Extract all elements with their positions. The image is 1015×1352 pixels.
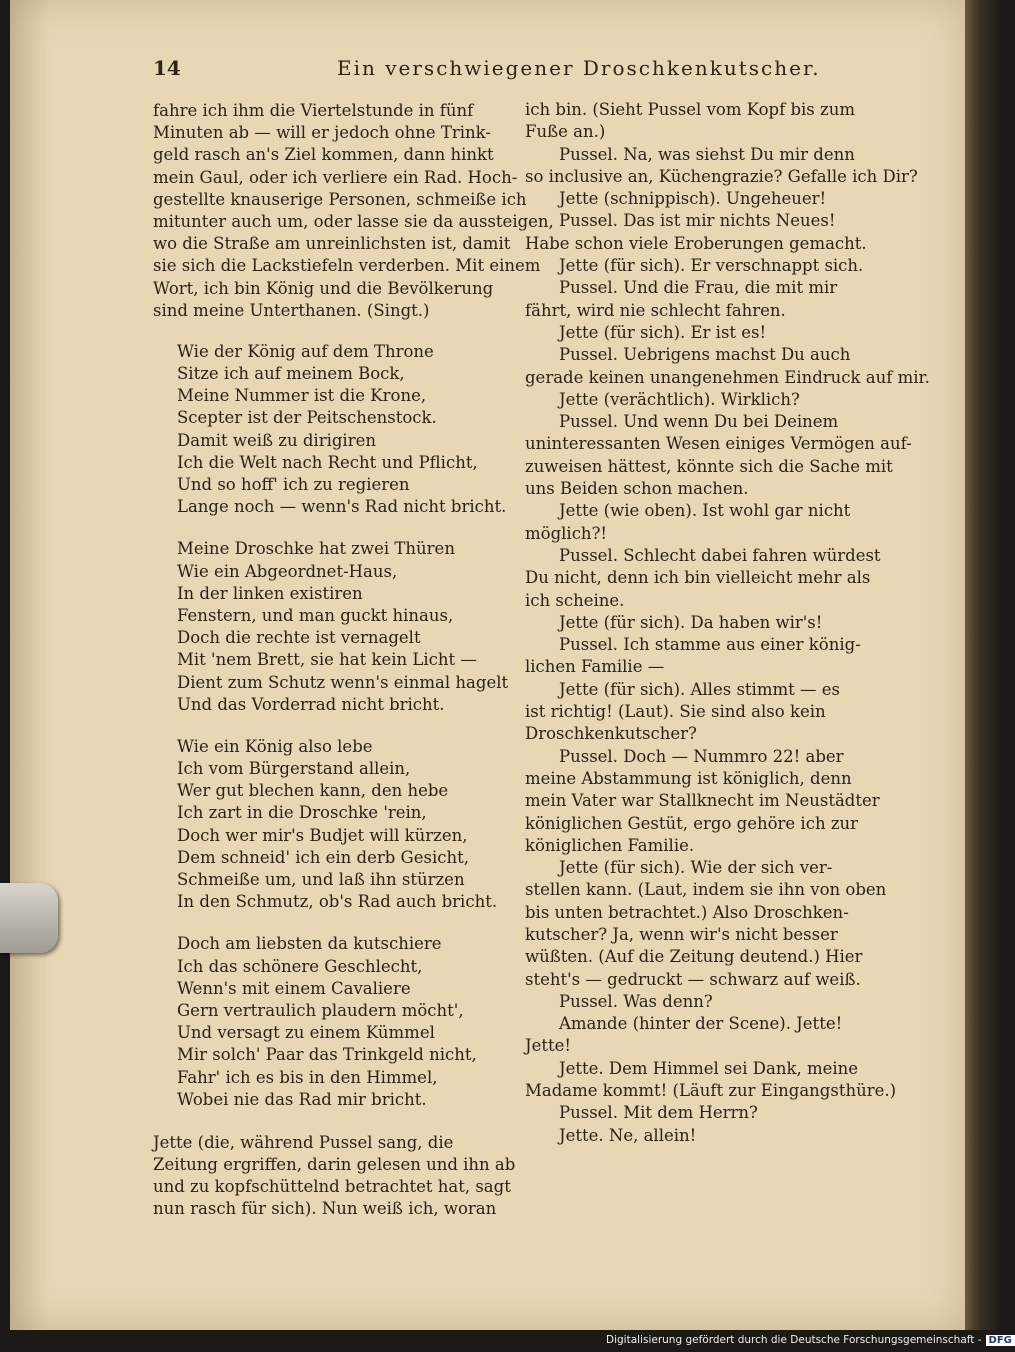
dialogue-line: zuweisen hättest, könnte sich die Sache mit: [525, 456, 893, 476]
left-para-1: [153, 100, 554, 322]
dfg-logo: DFG: [986, 1335, 1015, 1346]
left-para-2: [153, 1132, 516, 1221]
dialogue-line: Jette (verächtlich). Wirklich?: [559, 389, 800, 409]
text-line: fahre ich ihm die Viertelstunde in fünf: [153, 101, 474, 120]
dialogue-line: Madame kommt! (Läuft zur Eingangsthüre.): [525, 1081, 897, 1101]
text-line: Fahr' ich es bis in den Himmel,: [177, 1067, 438, 1087]
dialogue-line: gerade keinen unangenehmen Eindruck auf mir.: [525, 367, 930, 387]
page-tab-marker: [0, 883, 58, 953]
dialogue-line: ist richtig! (Laut). Sie sind also kein: [525, 702, 826, 722]
dialogue-line: Jette!: [525, 1036, 572, 1056]
dialogue-line: Jette (für sich). Er ist es!: [559, 322, 767, 342]
text-line: Fenstern, und man guckt hinaus,: [177, 605, 454, 625]
text-line: Wie der König auf dem Throne: [177, 341, 434, 361]
dialogue-line: Pussel. Schlecht dabei fahren würdest: [559, 545, 881, 565]
dialogue-line: ich bin. (Sieht Pussel vom Kopf bis zum: [525, 100, 855, 119]
dialogue-line: Jette (für sich). Da haben wir's!: [559, 612, 823, 632]
dialogue-line: Pussel. Doch — Nummro 22! aber: [559, 746, 844, 766]
book-page: [10, 0, 965, 1330]
text-line: Schmeiße um, und laß ihn stürzen: [177, 870, 465, 889]
text-line: wo die Straße am unreinlichsten ist, damit: [153, 234, 511, 254]
text-line: In der linken existiren: [177, 583, 363, 603]
dialogue-line: Habe schon viele Eroberungen gemacht.: [525, 233, 867, 253]
page-number: 14: [153, 56, 181, 80]
text-line: mitunter auch um, oder lasse sie da aussteigen,: [153, 211, 554, 231]
dialogue-line: Pussel. Mit dem Herrn?: [559, 1103, 758, 1123]
text-line: Scepter ist der Peitschenstock.: [177, 408, 437, 428]
dialogue-line: mein Vater war Stallknecht im Neustädter: [525, 791, 880, 811]
text-line: Doch die rechte ist vernagelt: [177, 628, 421, 648]
text-line: In den Schmutz, ob's Rad auch bricht.: [177, 892, 498, 912]
credit-text: Digitalisierung gefördert durch die Deutsche Forschungsgemeinschaft -: [606, 1334, 982, 1346]
text-line: Mit 'nem Brett, sie hat kein Licht —: [177, 650, 477, 670]
text-line: Minuten ab — will er jedoch ohne Trink-: [153, 123, 491, 143]
dialogue-line: Jette (wie oben). Ist wohl gar nicht: [559, 501, 851, 521]
dialogue-line: meine Abstammung ist königlich, denn: [525, 768, 852, 788]
dialogue-line: Pussel. Und die Frau, die mit mir: [559, 278, 838, 298]
text-line: Lange noch — wenn's Rad nicht bricht.: [177, 497, 507, 517]
text-line: Und versagt zu einem Kümmel: [177, 1023, 435, 1043]
dialogue-line: Pussel. Uebrigens machst Du auch: [559, 345, 851, 365]
dialogue-line: uninteressanten Wesen einiges Vermögen auf-: [525, 434, 912, 454]
dialogue-line: Pussel. Was denn?: [559, 991, 713, 1011]
running-title: Ein verschwiegener Droschkenkutscher.: [337, 56, 821, 80]
dialogue-line: lichen Familie —: [525, 657, 665, 677]
dialogue-line: möglich?!: [525, 523, 608, 543]
text-line: Sitze ich auf meinem Bock,: [177, 364, 405, 384]
right-column: [525, 100, 930, 1148]
text-line: Ich das schönere Geschlecht,: [177, 956, 423, 976]
dialogue-line: Pussel. Na, was siehst Du mir denn: [559, 144, 855, 164]
text-line: mein Gaul, oder ich verliere ein Rad. Hoch-: [153, 167, 518, 187]
dialogue-line: bis unten betrachtet.) Also Droschken-: [525, 902, 849, 922]
text-line: gestellte knauserige Personen, schmeiße ich: [153, 189, 527, 209]
text-line: Gern vertraulich plaudern möcht',: [177, 1000, 464, 1020]
book-edge: [965, 0, 1000, 1330]
text-line: Meine Droschke hat zwei Thüren: [177, 539, 455, 559]
left-column: [153, 100, 554, 1221]
stanza-4: [177, 934, 513, 1112]
text-line: geld rasch an's Ziel kommen, dann hinkt: [153, 145, 494, 165]
text-line: Ich vom Bürgerstand allein,: [177, 759, 411, 779]
stanza-2: [177, 539, 513, 717]
stanza-3: [177, 737, 513, 915]
text-line: Dem schneid' ich ein derb Gesicht,: [177, 847, 469, 867]
text-line: Zeitung ergriffen, darin gelesen und ihn ab: [153, 1155, 516, 1175]
dialogue-line: Amande (hinter der Scene). Jette!: [559, 1014, 843, 1034]
text-line: Und so hoff' ich zu regieren: [177, 475, 410, 494]
dialogue-line: ich scheine.: [525, 590, 625, 610]
text-line: Und das Vorderrad nicht bricht.: [177, 694, 445, 714]
dialogue-line: steht's — gedruckt — schwarz auf weiß.: [525, 969, 861, 989]
dialogue-line: Jette (schnippisch). Ungeheuer!: [559, 189, 827, 209]
dialogue-line: Fuße an.): [525, 122, 606, 142]
text-line: Wer gut blechen kann, den hebe: [177, 781, 449, 801]
text-line: sie sich die Lackstiefeln verderben. Mit einem: [153, 256, 541, 276]
text-line: Jette (die, während Pussel sang, die: [153, 1132, 454, 1152]
text-line: Doch wer mir's Budjet will kürzen,: [177, 825, 468, 845]
text-line: Doch am liebsten da kutschiere: [177, 934, 442, 954]
text-line: Wie ein Abgeordnet-Haus,: [177, 561, 398, 581]
text-line: Wobei nie das Rad mir bricht.: [177, 1089, 427, 1109]
dialogue-line: Jette. Dem Himmel sei Dank, meine: [559, 1058, 859, 1078]
dialogue-line: stellen kann. (Laut, indem sie ihn von oben: [525, 880, 887, 900]
dialogue-line: Du nicht, denn ich bin vielleicht mehr als: [525, 568, 871, 588]
digitization-credit: [606, 1334, 1012, 1350]
dialogue-line: königlichen Familie.: [525, 835, 695, 855]
dialogue-line: Jette (für sich). Wie der sich ver-: [559, 858, 833, 878]
dialogue-line: uns Beiden schon machen.: [525, 479, 749, 499]
stanza-1: [177, 342, 513, 520]
text-line: Dient zum Schutz wenn's einmal hagelt: [177, 672, 509, 692]
text-line: Ich die Welt nach Recht und Pflicht,: [177, 452, 478, 472]
dialogue-line: wüßten. (Auf die Zeitung deutend.) Hier: [525, 947, 863, 967]
dialogue-line: Pussel. Und wenn Du bei Deinem: [559, 412, 839, 432]
dialogue-line: Pussel. Ich stamme aus einer könig-: [559, 635, 861, 655]
page-header: [145, 56, 885, 86]
dialogue-line: fährt, wird nie schlecht fahren.: [525, 300, 786, 320]
text-line: sind meine Unterthanen. (Singt.): [153, 300, 430, 320]
dialogue-line: Jette. Ne, allein!: [559, 1125, 697, 1145]
text-line: Ich zart in die Droschke 'rein,: [177, 803, 427, 823]
dialogue-line: kutscher? Ja, wenn wir's nicht besser: [525, 924, 838, 944]
text-line: Damit weiß zu dirigiren: [177, 430, 376, 450]
text-line: nun rasch für sich). Nun weiß ich, woran: [153, 1199, 497, 1219]
dialogue-line: Pussel. Das ist mir nichts Neues!: [559, 211, 836, 231]
dialogue-line: königlichen Gestüt, ergo gehöre ich zur: [525, 813, 859, 833]
text-line: Wie ein König also lebe: [177, 736, 373, 756]
text-line: Mir solch' Paar das Trinkgeld nicht,: [177, 1045, 477, 1065]
dialogue-line: Droschkenkutscher?: [525, 724, 697, 744]
dialogue-line: Jette (für sich). Er verschnappt sich.: [559, 256, 864, 276]
dialogue-line: so inclusive an, Küchengrazie? Gefalle ich Dir?: [525, 166, 918, 186]
text-line: und zu kopfschüttelnd betrachtet hat, sagt: [153, 1177, 511, 1197]
dialogue-line: Jette (für sich). Alles stimmt — es: [559, 679, 840, 699]
text-line: Wenn's mit einem Cavaliere: [177, 978, 411, 998]
text-line: Meine Nummer ist die Krone,: [177, 386, 427, 406]
text-line: Wort, ich bin König und die Bevölkerung: [153, 278, 494, 298]
